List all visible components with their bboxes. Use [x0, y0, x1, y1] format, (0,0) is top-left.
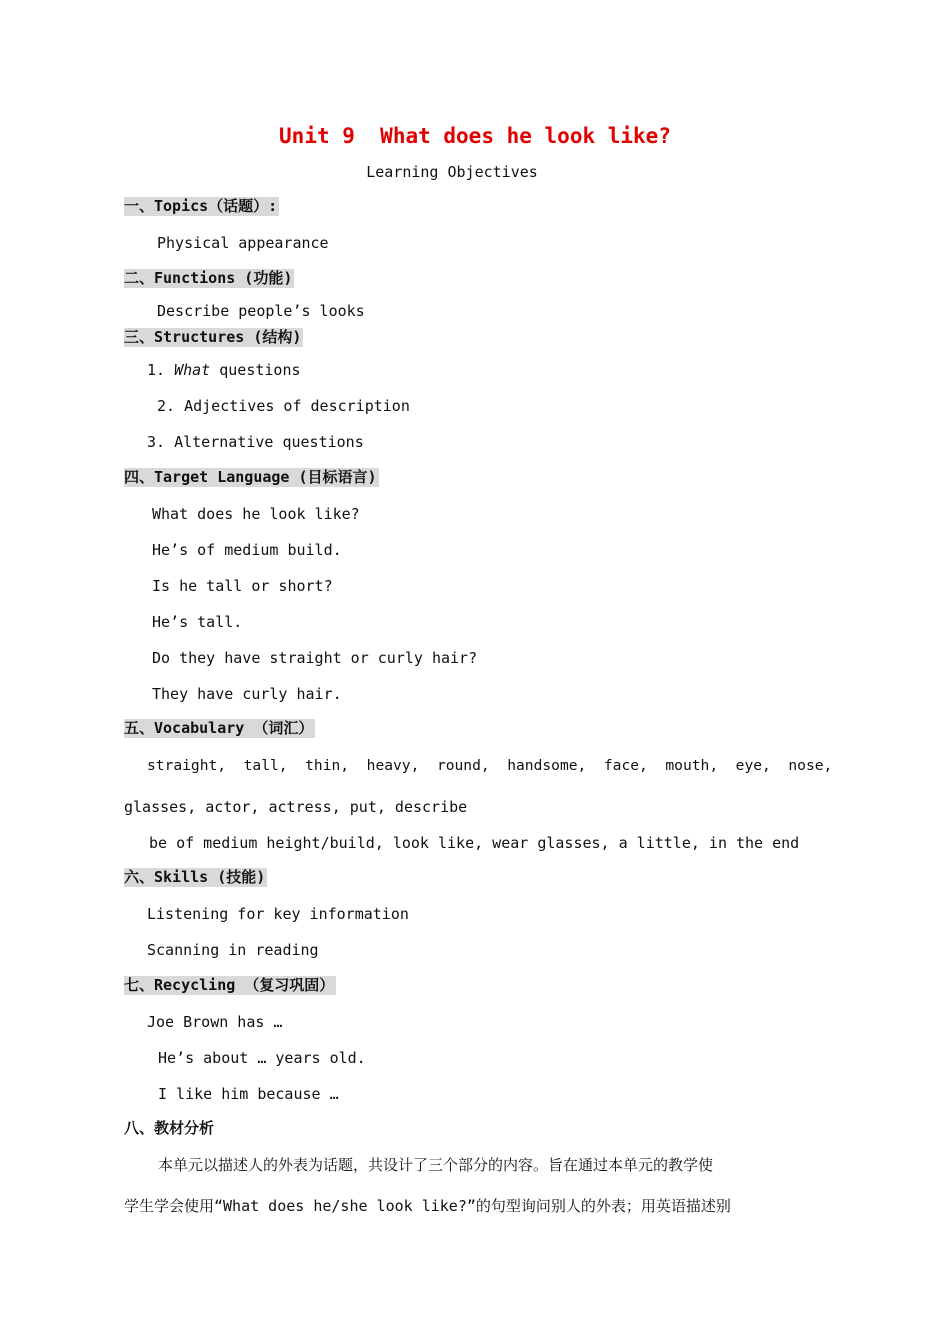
vocabulary-line: straight, tall, thin, heavy, round, handsome, face, mouth, eye, nose, [147, 757, 833, 774]
analysis-paragraph-line: 本单元以描述人的外表为话题，共设计了三个部分的内容。旨在通过本单元的教学使 [158, 1156, 714, 1174]
skills-item: Listening for key information [147, 905, 409, 923]
section-heading-topics: 一、Topics（话题）: [124, 197, 278, 215]
list-number: 1. [147, 361, 166, 379]
target-language-item: He’s tall. [152, 613, 243, 631]
section-heading-functions: 二、Functions (功能) [124, 269, 293, 287]
vocabulary-line: be of medium height/build, look like, wear glasses, a little, in the end [149, 834, 800, 852]
recycling-item: Joe Brown has … [147, 1013, 283, 1031]
recycling-item: He’s about … years old. [158, 1049, 366, 1067]
page-title: Unit 9 What does he look like? [279, 124, 671, 148]
structures-item [157, 396, 410, 416]
section-heading-recycling: 七、Recycling （复习巩固） [124, 976, 335, 994]
target-language-item: What does he look like? [152, 505, 360, 523]
structures-item-text: Alternative questions [174, 433, 364, 451]
skills-item: Scanning in reading [147, 941, 319, 959]
structures-item [147, 360, 301, 380]
analysis-paragraph-line: 学生学会使用“What does he/she look like?”的句型询问别人的外表；用英语描述别 [124, 1197, 731, 1215]
structures-item-emphasis: What [174, 361, 211, 379]
section-heading-analysis: 八、教材分析 [124, 1119, 215, 1137]
structures-item-text: Adjectives of description [184, 397, 410, 415]
target-language-item: Do they have straight or curly hair? [152, 649, 478, 667]
list-number: 2. [157, 397, 176, 415]
list-number: 3. [147, 433, 166, 451]
section-heading-vocabulary: 五、Vocabulary （词汇） [124, 719, 314, 737]
target-language-item: Is he tall or short? [152, 577, 333, 595]
target-language-item: They have curly hair. [152, 685, 342, 703]
target-language-item: He’s of medium build. [152, 541, 342, 559]
section-heading-structures: 三、Structures (结构) [124, 328, 302, 346]
section-heading-target-language: 四、Target Language (目标语言) [124, 468, 377, 486]
functions-item: Describe people’s looks [157, 302, 365, 320]
section-heading-skills: 六、Skills (技能) [124, 868, 266, 886]
recycling-item: I like him because … [158, 1085, 339, 1103]
page-subtitle: Learning Objectives [366, 163, 538, 181]
structures-item-rest: questions [210, 361, 301, 379]
vocabulary-line: glasses, actor, actress, put, describe [124, 798, 468, 816]
topics-item: Physical appearance [157, 234, 329, 252]
structures-item [147, 432, 364, 452]
